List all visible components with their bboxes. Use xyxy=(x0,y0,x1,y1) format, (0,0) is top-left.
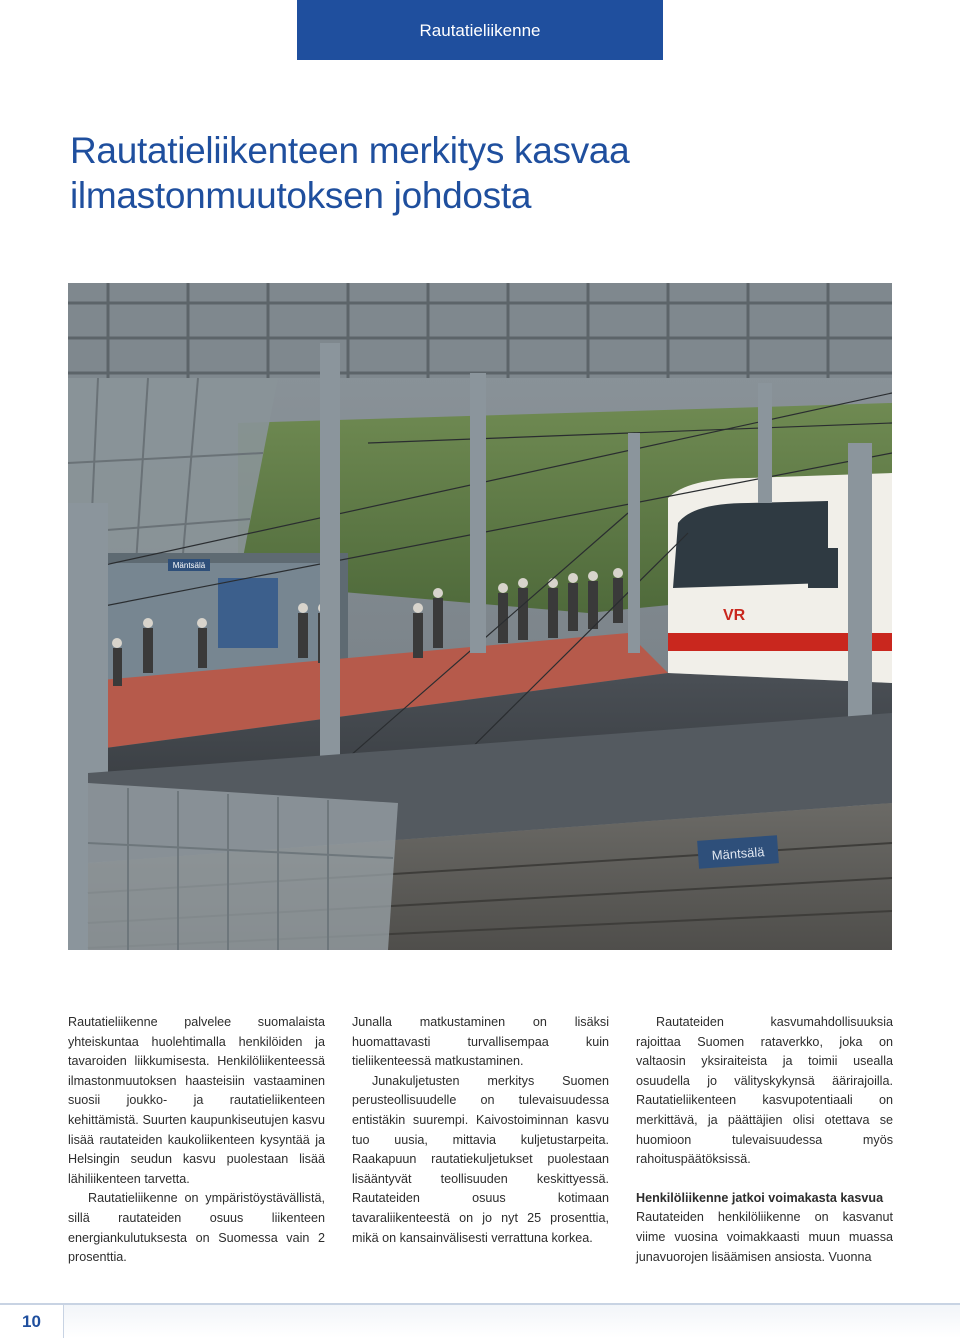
col3-paragraph-1: Rautateiden kasvumahdollisuuksia rajoittaa Suomen rataverkko, joka on valtaosin yksiraiteista ja toimii usealla osuudella jo välityskykynsä äärirajoilla. Rautatieliikenteen kasvupotentiaali on merkittävä, ja päättäjien olisi otettava se huomioon tulevaisuudessa myös rahoituspäätöksissä. xyxy=(636,1015,893,1167)
col2-paragraph-1: Junalla matkustaminen on lisäksi huomattavasti turvallisempaa kuin tieliikenteessä matkustaminen. xyxy=(352,1015,609,1069)
column-3 xyxy=(636,1013,893,1267)
title-line-1: Rautatieliikenteen merkitys kasvaa xyxy=(70,130,630,171)
station-sign-text: Mäntsälä xyxy=(172,561,206,570)
page-title xyxy=(70,128,890,218)
section-label: Rautatieliikenne xyxy=(419,21,541,40)
body-columns xyxy=(68,1013,892,1263)
column-2 xyxy=(352,1013,609,1248)
station-photo xyxy=(68,283,892,950)
platform-sign-text: Mäntsälä xyxy=(711,844,765,863)
section-tab xyxy=(297,0,663,60)
station-photo-illustration xyxy=(68,283,892,950)
col1-paragraph-1: Rautatieliikenne palvelee suomalaista yhteiskuntaa huolehtimalla henkilöiden ja tavaroiden liikkumisesta. Henkilöliikenteessä ilmastonmuutoksen haasteisiin vastaaminen suosii joukko- ja rautatieliikenteen kehittämistä. Suurten kaupunkiseutujen kasvu lisää rautateiden kaukoliikenteen kysyntää ja Helsingin seudun kasvu puolestaan lisää lähiliikenteen tarvetta. xyxy=(68,1015,325,1186)
col1-paragraph-2: Rautatieliikenne on ympäristöystävällistä, sillä rautateiden osuus liikenteen energiankulutuksesta on Suomessa vain 2 prosenttia. xyxy=(68,1191,325,1265)
page-number xyxy=(0,1305,64,1338)
train-logo: VR xyxy=(723,607,746,624)
title-line-2: ilmastonmuutoksen johdosta xyxy=(70,175,532,216)
column-1 xyxy=(68,1013,325,1268)
col3-subheading: Henkilöliikenne jatkoi voimakasta kasvua xyxy=(636,1190,884,1205)
col3-paragraph-2: Rautateiden henkilöliikenne on kasvanut viime vuosina voimakkaasti muun muassa junavuorojen lisäämisen ansiosta. Vuonna xyxy=(636,1210,893,1264)
footer-bar xyxy=(0,1305,960,1338)
col2-paragraph-2: Junakuljetusten merkitys Suomen perusteollisuudelle on tulevaisuudessa entistäkin suurempi. Kaivostoiminnan kasvu tuo uusia, mittavia kuljetustarpeita. Raakapuun rautatiekuljetukset puolestaan lisääntyvät teollisuuden keskittyessä. Rautateiden osuus kotimaan tavaraliikenteestä on jo nyt 25 prosenttia, mikä on kansainvälisesti verrattuna korkea. xyxy=(352,1073,609,1245)
page-number-text: 10 xyxy=(22,1311,41,1331)
